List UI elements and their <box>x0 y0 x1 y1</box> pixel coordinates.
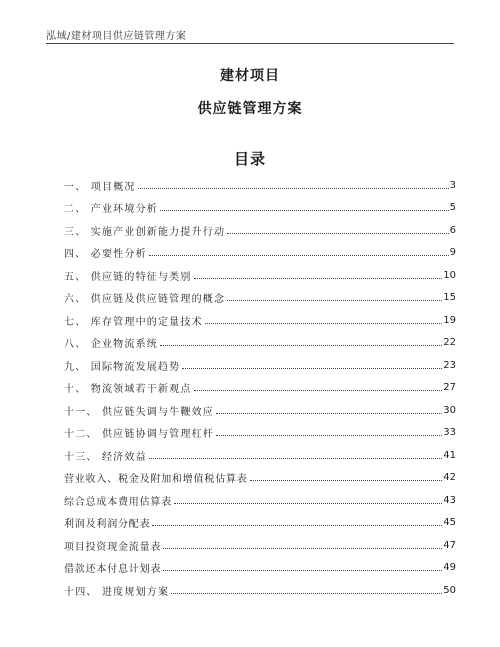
toc-page-number: 30 <box>443 404 456 416</box>
toc-page-number: 42 <box>443 472 456 484</box>
toc-entry-label: 十二、 供应链协调与管理杠杆 <box>64 429 214 441</box>
toc-entry[interactable] <box>64 264 456 287</box>
dot-leader <box>216 435 442 436</box>
toc-entry[interactable] <box>64 579 456 602</box>
toc-page-number: 50 <box>443 584 456 596</box>
toc-entry-label: 项目投资现金流量表 <box>64 541 162 553</box>
toc-entry-label: 八、 企业物流系统 <box>64 339 158 351</box>
toc-entry[interactable] <box>64 489 456 512</box>
document-title: 建材项目 <box>220 68 280 84</box>
toc-entry-label: 十、 物流领域若干新观点 <box>64 384 192 396</box>
dot-leader <box>152 525 442 526</box>
dot-leader <box>149 255 449 256</box>
toc-entry[interactable] <box>64 512 456 535</box>
toc-entry-label: 十一、 供应链失调与牛鞭效应 <box>64 406 214 418</box>
toc-entry-label: 四、 必要性分析 <box>64 249 147 261</box>
toc-entry[interactable] <box>64 242 456 265</box>
toc-entry[interactable] <box>64 467 456 490</box>
toc-entry[interactable] <box>64 174 456 197</box>
dot-leader <box>160 345 442 346</box>
dot-leader <box>160 210 449 211</box>
dot-leader <box>163 570 442 571</box>
toc-entry-label: 三、 实施产业创新能力提升行动 <box>64 226 226 238</box>
toc-entry[interactable] <box>64 287 456 310</box>
toc-entry-label: 综合总成本费用估算表 <box>64 496 172 508</box>
toc-page-number: 45 <box>443 517 456 529</box>
toc-entry-label: 十三、 经济效益 <box>64 451 147 463</box>
toc-entry-label: 借款还本付息计划表 <box>64 564 162 576</box>
toc-page-number: 10 <box>443 269 456 281</box>
toc-page-number: 33 <box>443 427 456 439</box>
toc-entry[interactable] <box>64 332 456 355</box>
dot-leader <box>250 480 443 481</box>
toc-page-number: 22 <box>443 337 456 349</box>
dot-leader <box>174 503 442 504</box>
toc-entry[interactable] <box>64 377 456 400</box>
toc-entry[interactable] <box>64 534 456 557</box>
toc-entry-label: 五、 供应链的特征与类别 <box>64 271 192 283</box>
toc-page-number: 43 <box>443 494 456 506</box>
table-of-contents <box>64 174 456 602</box>
document-subtitle: 供应链管理方案 <box>197 101 303 117</box>
toc-entry-label: 六、 供应链及供应链管理的概念 <box>64 294 226 306</box>
toc-entry-label: 营业收入、税金及附加和增值税估算表 <box>64 474 248 486</box>
toc-entry-label: 二、 产业环境分析 <box>64 204 158 216</box>
toc-entry[interactable] <box>64 557 456 580</box>
dot-leader <box>227 233 448 234</box>
dot-leader <box>194 390 443 391</box>
toc-entry[interactable] <box>64 197 456 220</box>
toc-entry-label: 七、 库存管理中的定量技术 <box>64 316 203 328</box>
toc-heading: 目录 <box>233 150 266 168</box>
toc-entry-label: 十四、 进度规划方案 <box>64 586 170 598</box>
dot-leader <box>216 413 442 414</box>
toc-entry[interactable] <box>64 309 456 332</box>
toc-page-number: 19 <box>443 314 456 326</box>
dot-leader <box>205 323 442 324</box>
toc-entry[interactable] <box>64 444 456 467</box>
toc-page-number: 5 <box>449 202 456 214</box>
running-header: 泓域/建材项目供应链管理方案 <box>46 31 187 42</box>
toc-entry-label: 一、 项目概况 <box>64 181 136 193</box>
toc-page-number: 49 <box>443 562 456 574</box>
toc-page-number: 23 <box>443 359 456 371</box>
toc-page-number: 47 <box>443 539 456 551</box>
toc-page-number: 6 <box>449 224 456 236</box>
toc-entry[interactable] <box>64 422 456 445</box>
toc-page-number: 27 <box>443 382 456 394</box>
toc-page-number: 41 <box>443 449 456 461</box>
dot-leader <box>171 593 442 594</box>
toc-page-number: 3 <box>449 179 456 191</box>
dot-leader <box>182 368 442 369</box>
dot-leader <box>163 548 442 549</box>
toc-entry-label: 利润及利润分配表 <box>64 519 151 531</box>
toc-entry[interactable] <box>64 219 456 242</box>
toc-entry-label: 九、 国际物流发展趋势 <box>64 361 181 373</box>
toc-entry[interactable] <box>64 399 456 422</box>
toc-page-number: 9 <box>449 247 456 259</box>
dot-leader <box>138 188 449 189</box>
dot-leader <box>149 458 442 459</box>
toc-page-number: 15 <box>443 292 456 304</box>
dot-leader <box>194 278 443 279</box>
toc-entry[interactable] <box>64 354 456 377</box>
header-divider <box>46 43 454 44</box>
dot-leader <box>227 300 442 301</box>
